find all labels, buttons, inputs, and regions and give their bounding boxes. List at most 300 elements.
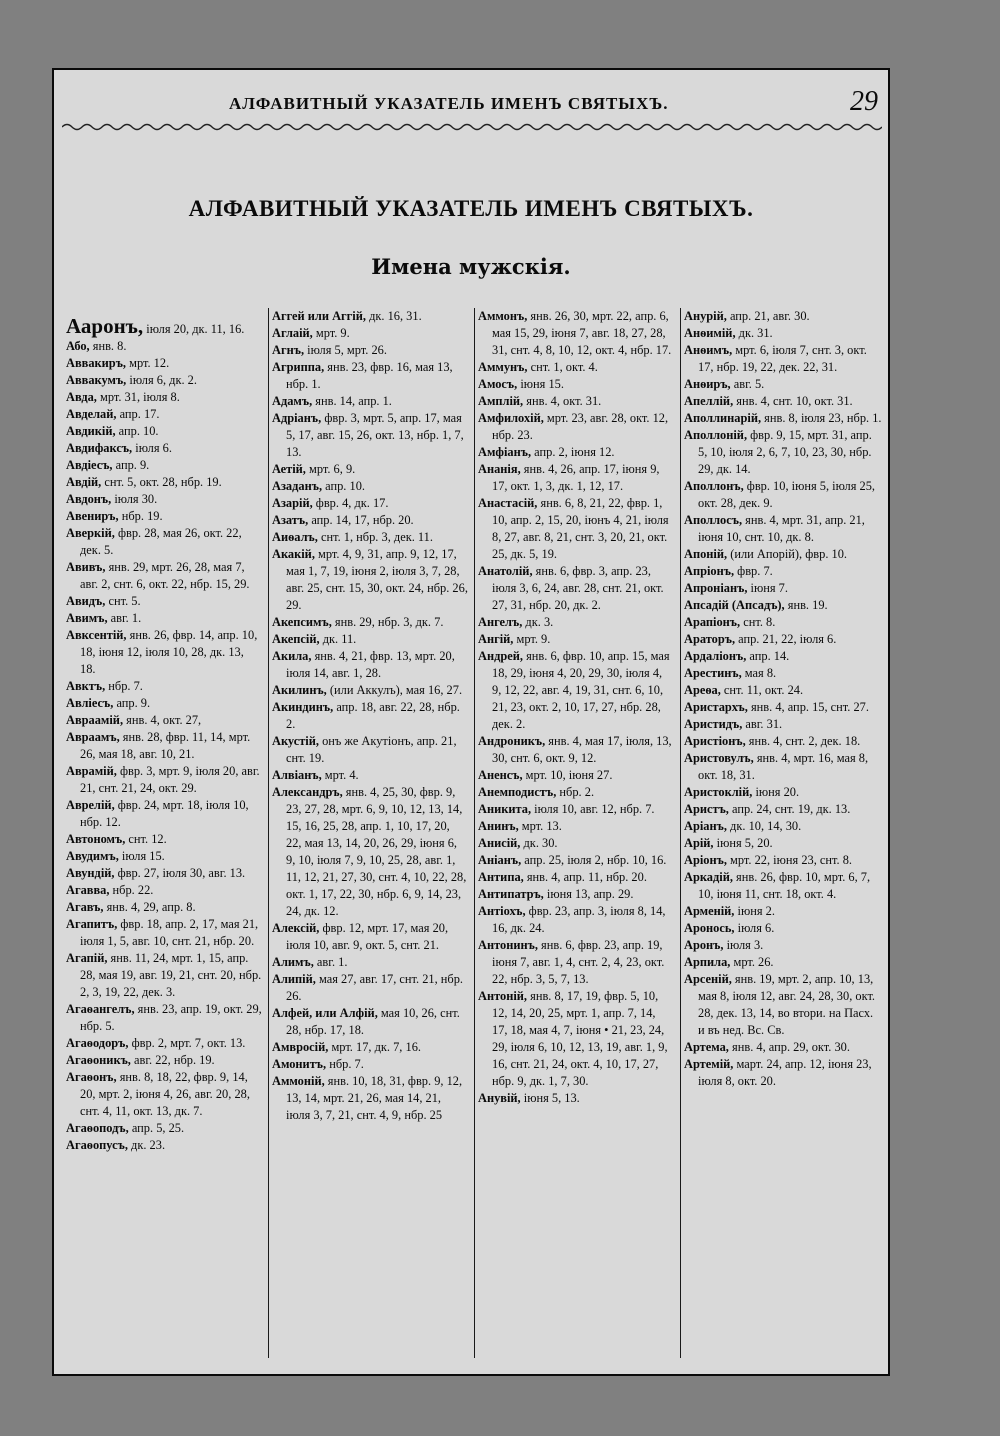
index-entry bbox=[272, 648, 468, 682]
index-entry bbox=[684, 580, 882, 597]
saint-name: Анатолій, bbox=[478, 564, 533, 578]
feast-dates: янв. 8, 17, 19, фвр. 5, 10, 12, 14, 20, 25, мрт. 1, апр. 7, 14, 17, 18, мая 4, 7, іюня • 21, 23, 24, 29, іюля 6, 10, 12, 13, 19, авг. 1, 9, 16, снт. 21, 24, окт. 4, 10, 17, 27, нбр. 9, дк. 1, 7, 30. bbox=[492, 989, 668, 1088]
feast-dates: нбр. 22. bbox=[109, 883, 154, 897]
saint-name: Акепсій, bbox=[272, 632, 320, 646]
index-entry bbox=[66, 610, 262, 627]
saint-name: Авктъ, bbox=[66, 679, 106, 693]
index-entry bbox=[272, 614, 468, 631]
index-entry bbox=[66, 916, 262, 950]
index-entry bbox=[66, 797, 262, 831]
feast-dates: янв. 14, апр. 1. bbox=[312, 394, 392, 408]
feast-dates: янв. 26, фвр. 10, мрт. 6, 7, 10, іюня 11, снт. 18, окт. 4. bbox=[698, 870, 871, 901]
saint-name: Акепсимъ, bbox=[272, 615, 332, 629]
feast-dates: іюня 2. bbox=[734, 904, 775, 918]
saint-name: Авудимъ, bbox=[66, 849, 119, 863]
index-entry bbox=[66, 729, 262, 763]
index-entry bbox=[684, 903, 882, 920]
feast-dates: янв. 29, нбр. 3, дк. 7. bbox=[331, 615, 444, 629]
saint-name: Аристоклій, bbox=[684, 785, 753, 799]
saint-name: Амфилохій, bbox=[478, 411, 544, 425]
index-entry bbox=[66, 1069, 262, 1120]
feast-dates: фвр. 10, іюня 5, іюля 25, окт. 28, дек. 9. bbox=[698, 479, 876, 510]
saint-name: Авдифаксъ, bbox=[66, 441, 133, 455]
feast-dates: янв. 4, 21, фвр. 13, мрт. 20, іюля 14, авг. 1, 28. bbox=[286, 649, 455, 680]
feast-dates: дк. 31. bbox=[735, 326, 773, 340]
saint-name: Авдій, bbox=[66, 475, 102, 489]
saint-name: Анурій, bbox=[684, 309, 727, 323]
saint-name: Анувій, bbox=[478, 1091, 521, 1105]
saint-name: Амвросій, bbox=[272, 1040, 329, 1054]
feast-dates: фвр. 2, мрт. 7, окт. 13. bbox=[128, 1036, 246, 1050]
index-entry bbox=[66, 440, 262, 457]
saint-name: Азарій, bbox=[272, 496, 313, 510]
feast-dates: фвр. 18, апр. 2, 17, мая 21, іюля 1, 5, авг. 10, снт. 21, нбр. 20. bbox=[80, 917, 259, 948]
saint-name: Акила, bbox=[272, 649, 312, 663]
saint-name: Або, bbox=[66, 339, 90, 353]
index-entry bbox=[272, 699, 468, 733]
feast-dates: іюля 15. bbox=[118, 849, 165, 863]
feast-dates: дк. 3. bbox=[522, 615, 554, 629]
saint-name: Авліесъ, bbox=[66, 696, 114, 710]
feast-dates: янв. 4, окт. 31. bbox=[523, 394, 602, 408]
saint-name: Александръ, bbox=[272, 785, 343, 799]
column-rule bbox=[680, 308, 681, 1358]
feast-dates: янв. 19, мрт. 2, апр. 10, 13, мая 8, іюля 12, авг. 24, 28, 30, окт. 28, дек. 13, 14, во втори. на Пасх. и въ нед. Вс. Св. bbox=[698, 972, 876, 1037]
index-entry bbox=[684, 716, 882, 733]
saint-name: Анемподистъ, bbox=[478, 785, 557, 799]
saint-name: Антіохъ, bbox=[478, 904, 526, 918]
feast-dates: янв. 6, фвр. 23, апр. 19, іюня 7, авг. 1, 4, снт. 2, 4, 23, окт. 22, нбр. 3, 5, 7, 13. bbox=[492, 938, 665, 986]
feast-dates: іюня 15. bbox=[517, 377, 564, 391]
saint-name: Аріанъ, bbox=[684, 819, 727, 833]
saint-name: Аристіонъ, bbox=[684, 734, 746, 748]
section-subtitle: Имена мужскія. bbox=[371, 254, 571, 279]
index-entry bbox=[684, 597, 882, 614]
index-column-3 bbox=[478, 308, 674, 1356]
index-entry bbox=[66, 525, 262, 559]
feast-dates: дк. 16, 31. bbox=[365, 309, 422, 323]
index-entry bbox=[66, 474, 262, 491]
saint-name: Арестинъ, bbox=[684, 666, 742, 680]
feast-dates: янв. 4, 29, апр. 8. bbox=[103, 900, 196, 914]
saint-name: Авдикій, bbox=[66, 424, 116, 438]
index-entry bbox=[66, 593, 262, 610]
index-entry bbox=[478, 886, 674, 903]
feast-dates: янв. 4, 26, апр. 17, іюня 9, 17, окт. 1, 3, дк. 1, 12, 17. bbox=[492, 462, 660, 493]
index-entry bbox=[478, 869, 674, 886]
index-entry bbox=[684, 750, 882, 784]
feast-dates: фвр. 28, мая 26, окт. 22, дек. 5. bbox=[80, 526, 242, 557]
running-title: АЛФАВИТНЫЙ УКАЗАТЕЛЬ ИМЕНЪ СВЯТЫХЪ. bbox=[229, 94, 669, 113]
index-entry bbox=[66, 865, 262, 882]
index-entry bbox=[272, 529, 468, 546]
feast-dates: янв. 10, 18, 31, фвр. 9, 12, 13, 14, мрт. 21, 26, мая 14, 21, іюля 3, 7, 21, снт. 4, 9, нбр. 25 bbox=[286, 1074, 463, 1122]
feast-dates: янв. 29, мрт. 26, 28, мая 7, авг. 2, снт. 6, окт. 22, нбр. 15, 29. bbox=[80, 560, 250, 591]
feast-dates: снт. 5, окт. 28, нбр. 19. bbox=[101, 475, 222, 489]
feast-dates: янв. 28, фвр. 11, 14, мрт. 26, мая 18, авг. 10, 21. bbox=[80, 730, 251, 761]
feast-dates: фвр. 4, дк. 17. bbox=[312, 496, 389, 510]
feast-dates: мрт. 26. bbox=[730, 955, 774, 969]
saint-name: Аверкій, bbox=[66, 526, 115, 540]
saint-name: Апріонъ, bbox=[684, 564, 735, 578]
index-entry bbox=[684, 665, 882, 682]
feast-dates: мрт. 23, авг. 28, окт. 12, нбр. 23. bbox=[492, 411, 669, 442]
feast-dates: авг. 5. bbox=[730, 377, 765, 391]
index-entry bbox=[478, 903, 674, 937]
saint-name: Аврелій, bbox=[66, 798, 115, 812]
index-entry bbox=[478, 835, 674, 852]
saint-name: Акилинъ, bbox=[272, 683, 327, 697]
feast-dates: іюля 3. bbox=[723, 938, 764, 952]
index-entry bbox=[66, 950, 262, 1001]
feast-dates: янв. 4, мрт. 31, апр. 21, іюня 10, снт. 10, дк. 8. bbox=[698, 513, 865, 544]
feast-dates: янв. 19. bbox=[784, 598, 828, 612]
index-entry bbox=[478, 852, 674, 869]
feast-dates: іюля 6. bbox=[132, 441, 172, 455]
feast-dates: авг. 31. bbox=[742, 717, 783, 731]
feast-dates: іюня 20. bbox=[752, 785, 800, 799]
index-entry bbox=[478, 376, 674, 393]
feast-dates: снт. 5. bbox=[105, 594, 141, 608]
saint-name: Андрей, bbox=[478, 649, 523, 663]
feast-dates: апр. 9. bbox=[112, 458, 150, 472]
feast-dates: янв. 4, снт. 10, окт. 31. bbox=[733, 394, 853, 408]
feast-dates: мрт. 22, іюня 23, снт. 8. bbox=[726, 853, 853, 867]
feast-dates: апр. 9. bbox=[113, 696, 151, 710]
saint-name: Аристидъ, bbox=[684, 717, 743, 731]
feast-dates: янв. 8, 18, 22, фвр. 9, 14, 20, мрт. 2, іюня 4, 26, авг. 20, 28, снт. 4, 11, окт. 13, дк. 7. bbox=[80, 1070, 250, 1118]
index-entry bbox=[272, 393, 468, 410]
index-entry bbox=[272, 920, 468, 954]
index-entry bbox=[684, 818, 882, 835]
index-entry bbox=[272, 546, 468, 614]
feast-dates: апр. 25, іюля 2, нбр. 10, 16. bbox=[521, 853, 667, 867]
saint-name: Аристовулъ, bbox=[684, 751, 754, 765]
saint-name: Ааронъ, bbox=[66, 314, 144, 338]
index-entry bbox=[66, 627, 262, 678]
index-entry bbox=[478, 1090, 674, 1107]
saint-name: Агаѳоникъ, bbox=[66, 1053, 131, 1067]
saint-name: Авдонъ, bbox=[66, 492, 112, 506]
feast-dates: снт. 12. bbox=[125, 832, 167, 846]
index-entry bbox=[684, 1056, 882, 1090]
index-entry bbox=[684, 342, 882, 376]
saint-name: Араторъ, bbox=[684, 632, 736, 646]
saint-name: Агриппа, bbox=[272, 360, 325, 374]
saint-name: Амплій, bbox=[478, 394, 524, 408]
saint-name: Анинъ, bbox=[478, 819, 519, 833]
saint-name: Апсадій (Апсадъ), bbox=[684, 598, 785, 612]
feast-dates: іюля 10, авг. 12, нбр. 7. bbox=[531, 802, 655, 816]
column-rule bbox=[268, 308, 269, 1358]
index-entry bbox=[66, 372, 262, 389]
feast-dates: фвр. 3, мрт. 9, іюля 20, авг. 21, снт. 21, 24, окт. 29. bbox=[80, 764, 260, 795]
saint-name: Агаѳоподъ, bbox=[66, 1121, 129, 1135]
index-column-4 bbox=[684, 308, 882, 1356]
saint-name: Аетій, bbox=[272, 462, 306, 476]
feast-dates: іюля 5, мрт. 26. bbox=[304, 343, 387, 357]
feast-dates: янв. 8. bbox=[89, 339, 127, 353]
index-entry bbox=[66, 1137, 262, 1154]
saint-name: Агавва, bbox=[66, 883, 110, 897]
feast-dates: снт. 1, окт. 4. bbox=[527, 360, 598, 374]
feast-dates: янв. 6, 8, 21, 22, фвр. 1, 10, апр. 2, 15, 20, іюнъ 4, 21, іюля 8, 27, авг. 8, 21, снт. 3, 20, 21, окт. 25, дк. 5, 19. bbox=[492, 496, 669, 561]
feast-dates: фвр. 7. bbox=[734, 564, 773, 578]
saint-name: Авимъ, bbox=[66, 611, 108, 625]
saint-name: Арпила, bbox=[684, 955, 731, 969]
feast-dates: дк. 10, 14, 30. bbox=[726, 819, 802, 833]
feast-dates: мрт. 10, іюня 27. bbox=[522, 768, 613, 782]
index-entry bbox=[66, 491, 262, 508]
saint-name: Авраамій, bbox=[66, 713, 124, 727]
index-entry bbox=[478, 359, 674, 376]
column-rule bbox=[474, 308, 475, 1358]
feast-dates: фвр. 9, 15, мрт. 31, апр. 5, 10, іюля 2, 6, 7, 10, 23, 30, нбр. 29, дк. 14. bbox=[698, 428, 872, 476]
index-entry bbox=[272, 784, 468, 920]
saint-name: Артемій, bbox=[684, 1057, 734, 1071]
saint-name: Агапитъ, bbox=[66, 917, 118, 931]
feast-dates: (или Аккулъ), мая 16, 27. bbox=[326, 683, 463, 697]
feast-dates: фвр. 12, мрт. 17, мая 20, іюля 10, авг. 9, окт. 5, снт. 21. bbox=[286, 921, 449, 952]
feast-dates: апр. 21, 22, іюля 6. bbox=[735, 632, 837, 646]
saint-name: Агаѳонъ, bbox=[66, 1070, 117, 1084]
index-entry bbox=[684, 648, 882, 665]
index-entry bbox=[66, 338, 262, 355]
index-column-2 bbox=[272, 308, 468, 1356]
feast-dates: янв. 23, апр. 19, окт. 29, нбр. 5. bbox=[80, 1002, 262, 1033]
saint-name: Аммунъ, bbox=[478, 360, 528, 374]
feast-dates: іюля 6. bbox=[734, 921, 775, 935]
index-entry bbox=[66, 1052, 262, 1069]
feast-dates: янв. 4, окт. 27, bbox=[123, 713, 202, 727]
index-entry bbox=[272, 1073, 468, 1124]
saint-name: Аненсъ, bbox=[478, 768, 523, 782]
index-entry bbox=[478, 767, 674, 784]
saint-name: Амфіанъ, bbox=[478, 445, 532, 459]
index-entry bbox=[478, 801, 674, 818]
index-entry bbox=[478, 733, 674, 767]
index-entry bbox=[684, 376, 882, 393]
index-entry bbox=[684, 631, 882, 648]
saint-name: Аполлинарій, bbox=[684, 411, 762, 425]
index-entry bbox=[272, 342, 468, 359]
saint-name: Акакій, bbox=[272, 547, 315, 561]
index-entry bbox=[478, 393, 674, 410]
index-entry bbox=[272, 410, 468, 461]
saint-name: Аронось, bbox=[684, 921, 735, 935]
index-entry bbox=[272, 308, 468, 325]
index-entry bbox=[684, 852, 882, 869]
saint-name: Авраамъ, bbox=[66, 730, 120, 744]
index-entry bbox=[478, 614, 674, 631]
feast-dates: апр. 14, 17, нбр. 20. bbox=[308, 513, 414, 527]
feast-dates: фвр. 23, апр. 3, іюля 8, 14, 16, дк. 24. bbox=[492, 904, 666, 935]
feast-dates: янв. 4, снт. 2, дек. 18. bbox=[745, 734, 861, 748]
index-entry bbox=[66, 848, 262, 865]
saint-name: Алексій, bbox=[272, 921, 320, 935]
index-entry bbox=[272, 767, 468, 784]
feast-dates: апр. 24, снт. 19, дк. 13. bbox=[728, 802, 851, 816]
saint-name: Агапій, bbox=[66, 951, 108, 965]
saint-name: Аполлоній, bbox=[684, 428, 748, 442]
index-entry bbox=[684, 937, 882, 954]
saint-name: Ананія, bbox=[478, 462, 521, 476]
index-entry bbox=[478, 495, 674, 563]
feast-dates: янв. 4, 25, 30, фвр. 9, 23, 27, 28, мрт. 6, 9, 10, 12, 13, 14, 15, 16, 25, 28, апр. 1, 10, 17, 20, 22, мая 13, 14, 20, 26, 29, іюня 6, 9, 10, іюля 7, 9, 10, 25, 28, авг. 1, 11, 12, 21, 27, 30, снт. 4, 10, 22, 28, окт. 1, 17, 22, 30, нбр. 6, 9, 14, 23, 24, дк. 12. bbox=[286, 785, 467, 918]
saint-name: Аполлонъ, bbox=[684, 479, 744, 493]
saint-name: Авивъ, bbox=[66, 560, 106, 574]
index-entry bbox=[272, 682, 468, 699]
saint-name: Анѳимъ, bbox=[684, 343, 733, 357]
saint-name: Автономъ, bbox=[66, 832, 126, 846]
saint-name: Агаѳангелъ, bbox=[66, 1002, 135, 1016]
saint-name: Ангелъ, bbox=[478, 615, 523, 629]
feast-dates: мая 8. bbox=[741, 666, 777, 680]
saint-name: Аркадій, bbox=[684, 870, 733, 884]
saint-name: Апоній, bbox=[684, 547, 728, 561]
index-entry bbox=[478, 784, 674, 801]
index-entry bbox=[684, 614, 882, 631]
index-entry bbox=[478, 308, 674, 359]
index-entry bbox=[66, 423, 262, 440]
saint-name: Аглаій, bbox=[272, 326, 313, 340]
feast-dates: іюня 5, 13. bbox=[520, 1091, 580, 1105]
saint-name: Алвіанъ, bbox=[272, 768, 322, 782]
feast-dates: мрт. 17, дк. 7, 16. bbox=[328, 1040, 421, 1054]
header-ornament-rule bbox=[62, 122, 882, 132]
index-entry bbox=[684, 733, 882, 750]
index-entry bbox=[272, 971, 468, 1005]
saint-name: Антипатръ, bbox=[478, 887, 544, 901]
feast-dates: нбр. 2. bbox=[556, 785, 595, 799]
saint-name: Аніанъ, bbox=[478, 853, 522, 867]
index-entry bbox=[684, 801, 882, 818]
index-entry bbox=[684, 563, 882, 580]
index-entry bbox=[478, 937, 674, 988]
feast-dates: янв. 6, фвр. 3, апр. 23, іюля 3, 6, 24, авг. 28, снт. 21, окт. 27, 31, нбр. 20, дк. 2. bbox=[492, 564, 664, 612]
saint-name: Апеллій, bbox=[684, 394, 734, 408]
feast-dates: (или Апорій), фвр. 10. bbox=[727, 547, 847, 561]
feast-dates: мрт. 31, іюля 8. bbox=[96, 390, 180, 404]
feast-dates: мрт. 6, іюля 7, снт. 3, окт. 17, нбр. 19, 22, дек. 22, 31. bbox=[698, 343, 867, 374]
saint-name: Арапіонъ, bbox=[684, 615, 741, 629]
feast-dates: авг. 22, нбр. 19. bbox=[130, 1053, 215, 1067]
feast-dates: фвр. 24, мрт. 18, іюля 10, нбр. 12. bbox=[80, 798, 249, 829]
saint-name: Аронъ, bbox=[684, 938, 724, 952]
feast-dates: мрт. 12. bbox=[126, 356, 170, 370]
index-entry bbox=[684, 699, 882, 716]
feast-dates: нбр. 7. bbox=[326, 1057, 364, 1071]
saint-name: Авделай, bbox=[66, 407, 117, 421]
index-entry bbox=[684, 920, 882, 937]
index-entry bbox=[272, 359, 468, 393]
feast-dates: дк. 23. bbox=[127, 1138, 166, 1152]
saint-name: Аммонъ, bbox=[478, 309, 528, 323]
feast-dates: янв. 11, 24, мрт. 1, 15, апр. 28, мая 19, авг. 19, 21, снт. 20, нбр. 2, 3, 19, 22, дек. 3. bbox=[80, 951, 262, 999]
index-entry bbox=[478, 988, 674, 1090]
index-entry bbox=[684, 835, 882, 852]
feast-dates: мая 27, авг. 17, снт. 21, нбр. 26. bbox=[286, 972, 464, 1003]
feast-dates: апр. 14. bbox=[746, 649, 790, 663]
saint-name: Аполлосъ, bbox=[684, 513, 743, 527]
saint-name: Алфей, или Алфій, bbox=[272, 1006, 378, 1020]
saint-name: Аристархъ, bbox=[684, 700, 748, 714]
feast-dates: мрт. 9. bbox=[513, 632, 551, 646]
feast-dates: онъ же Акутіонъ, апр. 21, снт. 19. bbox=[286, 734, 457, 765]
saint-name: Апроніанъ, bbox=[684, 581, 748, 595]
saint-name: Аріонъ, bbox=[684, 853, 727, 867]
feast-dates: дк. 11. bbox=[319, 632, 357, 646]
saint-name: Аникита, bbox=[478, 802, 532, 816]
feast-dates: янв. 23, фвр. 16, мая 13, нбр. 1. bbox=[286, 360, 453, 391]
index-entry bbox=[272, 478, 468, 495]
index-entry bbox=[684, 478, 882, 512]
index-entry bbox=[66, 882, 262, 899]
saint-name: Авундій, bbox=[66, 866, 115, 880]
feast-dates: іюля 20, дк. 11, 16. bbox=[143, 322, 245, 336]
index-entry bbox=[478, 444, 674, 461]
index-entry bbox=[478, 410, 674, 444]
index-entry bbox=[66, 1035, 262, 1052]
saint-name: Азаданъ, bbox=[272, 479, 323, 493]
feast-dates: нбр. 19. bbox=[118, 509, 163, 523]
saint-name: Авда, bbox=[66, 390, 97, 404]
index-entry bbox=[272, 733, 468, 767]
index-entry bbox=[66, 712, 262, 729]
feast-dates: янв. 26, 30, мрт. 22, апр. 6, мая 15, 29, іюня 7, авг. 18, 27, 28, 31, снт. 4, 8, 10, 12, окт. 4, нбр. 17. bbox=[492, 309, 672, 357]
saint-name: Ангій, bbox=[478, 632, 514, 646]
index-entry bbox=[684, 954, 882, 971]
saint-name: Арменій, bbox=[684, 904, 735, 918]
feast-dates: март. 24, апр. 12, іюня 23, іюля 8, окт. 20. bbox=[698, 1057, 872, 1088]
index-entry bbox=[66, 695, 262, 712]
index-entry bbox=[272, 1056, 468, 1073]
index-entry bbox=[684, 682, 882, 699]
index-entry bbox=[684, 512, 882, 546]
index-entry bbox=[684, 410, 882, 427]
feast-dates: янв. 4, апр. 29, окт. 30. bbox=[728, 1040, 850, 1054]
saint-name: Агнъ, bbox=[272, 343, 305, 357]
feast-dates: апр. 17. bbox=[116, 407, 160, 421]
saint-name: Агавъ, bbox=[66, 900, 104, 914]
index-entry bbox=[478, 461, 674, 495]
feast-dates: авг. 1. bbox=[107, 611, 142, 625]
index-entry bbox=[272, 512, 468, 529]
saint-name: Акустій, bbox=[272, 734, 319, 748]
index-entry bbox=[66, 899, 262, 916]
saint-name: Арій, bbox=[684, 836, 714, 850]
saint-name: Антонинъ, bbox=[478, 938, 538, 952]
index-entry bbox=[66, 314, 262, 338]
feast-dates: нбр. 7. bbox=[105, 679, 143, 693]
saint-name: Адамъ, bbox=[272, 394, 313, 408]
feast-dates: фвр. 27, іюля 30, авг. 13. bbox=[114, 866, 246, 880]
saint-name: Авдіесъ, bbox=[66, 458, 113, 472]
saint-name: Азатъ, bbox=[272, 513, 309, 527]
index-entry bbox=[66, 1120, 262, 1137]
saint-name: Анастасій, bbox=[478, 496, 538, 510]
feast-dates: янв. 4, апр. 15, снт. 27. bbox=[747, 700, 869, 714]
saint-name: Алипій, bbox=[272, 972, 316, 986]
feast-dates: іюля 30. bbox=[111, 492, 158, 506]
index-entry bbox=[478, 563, 674, 614]
saint-name: Амосъ, bbox=[478, 377, 518, 391]
saint-name: Аиѳалъ, bbox=[272, 530, 318, 544]
feast-dates: апр. 5, 25. bbox=[128, 1121, 185, 1135]
index-entry bbox=[66, 559, 262, 593]
feast-dates: мая 10, 26, снт. 28, нбр. 17, 18. bbox=[286, 1006, 460, 1037]
index-entry bbox=[272, 1005, 468, 1039]
